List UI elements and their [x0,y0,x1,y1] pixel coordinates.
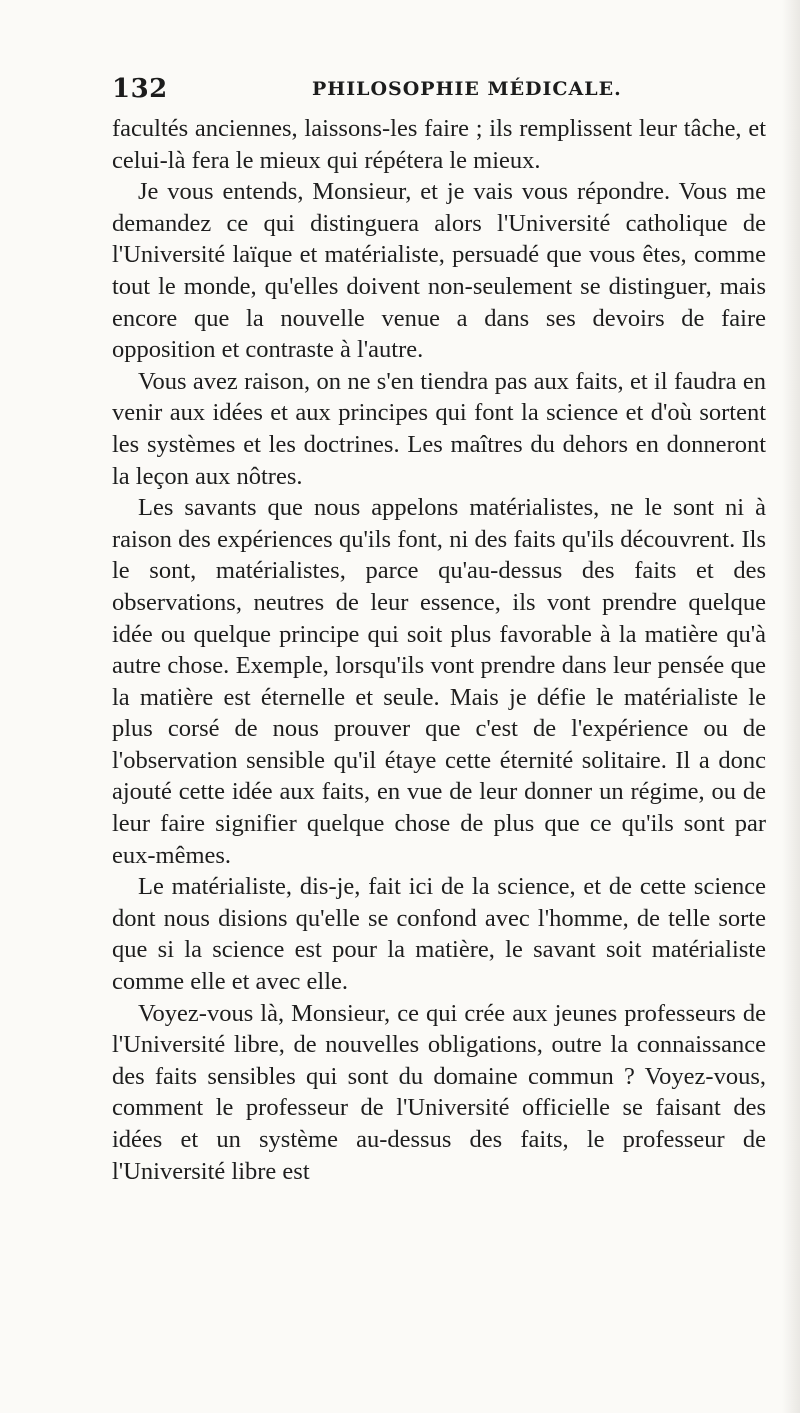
paragraph: Vous avez raison, on ne s'en tiendra pas aux faits, et il faudra en venir aux idées et aux principes qui font la science et d'où sortent les systèmes et les doctrines. Les maîtres du dehors en donneront la leçon aux nôtres. [112,367,766,490]
paragraph: Je vous entends, Monsieur, et je vais vous répondre. Vous me demandez ce qui distinguera alors l'Université catholique de l'Université laïque et matérialiste, persuadé que vous êtes, comme tout le monde, qu'elles doivent non-seulement se distinguer, mais encore que la nouvelle venue a dans ses devoirs de faire opposition et contraste à l'autre. [112,178,766,364]
paragraph-continued: facultés anciennes, laissons-les faire ; ils remplissent leur tâche, et celui-là fera le mieux qui répétera le mieux. [112,115,766,174]
page-number: 132 [112,74,168,104]
paragraph: Voyez-vous là, Monsieur, ce qui crée aux jeunes professeurs de l'Université libre, de nouvelles obligations, outre la connaissance des faits sensibles qui sont du domaine commun ? Voyez-vous, comment le professeur de l'Université officielle se faisant des idées et un système au-dessus des faits, le professeur de l'Université libre est [112,999,766,1185]
running-title: PHILOSOPHIE MÉDICALE. [312,78,622,100]
text-body [112,113,766,1187]
paragraph: Les savants que nous appelons matérialistes, ne le sont ni à raison des expériences qu'ils font, ni des faits qu'ils découvrent. Ils le sont, matérialistes, parce qu'au-dessus des faits et des observations, neutres de leur essence, ils vont prendre quelque idée ou quelque principe qui soit plus favorable à la matière qu'à autre chose. Exemple, lorsqu'ils vont prendre dans leur pensée que la matière est éternelle et seule. Mais je défie le matérialiste le plus corsé de nous prouver que c'est de l'expérience ou de l'observation sensible qu'il étaye cette éternité solitaire. Il a donc ajouté cette idée aux faits, en vue de leur donner un régime, ou de leur faire signifier quelque chose de plus que ce qu'ils sont par eux-mêmes. [112,494,766,869]
paragraph: Le matérialiste, dis-je, fait ici de la science, et de cette science dont nous disions qu'elle se confond avec l'homme, de telle sorte que si la science est pour la matière, le savant soit matérialiste comme elle et avec elle. [112,873,766,996]
running-head [112,70,762,110]
page-edge-shadow [782,0,800,1413]
